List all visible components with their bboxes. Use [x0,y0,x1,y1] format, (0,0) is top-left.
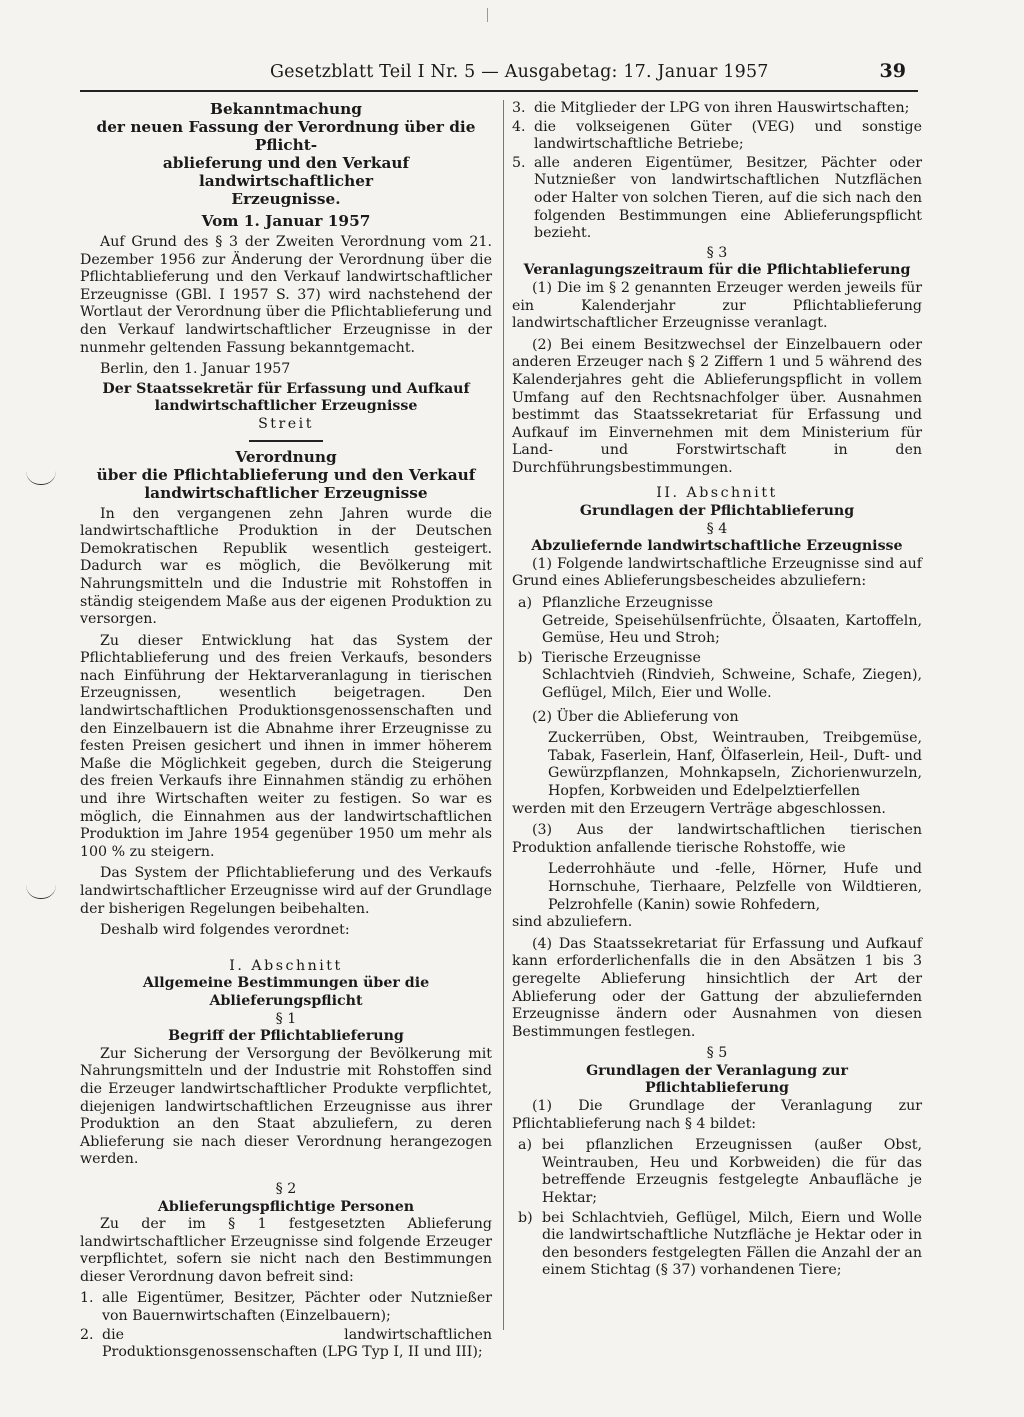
scan-artifact [487,8,488,22]
list-item [512,100,922,118]
page-number: 39 [879,60,906,82]
preamble-paragraph: Das System der Pflichtablieferung und des Verkaufs landwirtschaftlicher Erzeugnisse wird auf der Grundlage der bisherigen Regelungen beibehalten. [80,865,492,917]
paragraph-sign: § 3 [706,244,728,261]
paragraph-text: (1) Die Grundlage der Veranlagung zur Pflichtablieferung nach § 4 bildet: [512,1098,922,1132]
ordinance-title-line: Verordnung [235,447,337,466]
signatory-line: landwirtschaftlicher Erzeugnisse [154,398,418,415]
preamble-paragraph: Deshalb wird folgendes verordnet: [100,922,350,939]
page-header [80,60,918,92]
ordinance-title-line: landwirtschaftlicher Erzeugnisse [144,483,428,502]
list-item [512,119,922,154]
sub-list-title: Pflanzliche Erzeugnisse [542,595,714,612]
sub-list-text: Getreide, Speisehülsenfrüchte, Ölsaaten, Kartoffeln, Gemüse, Heu und Stroh; [542,612,922,647]
paragraph-text: (2) Bei einem Besitzwechsel der Einzelbauern oder anderen Erzeuger nach § 2 Ziffern 1 und 5 während des Kalenderjahres geht die Ablieferungspflicht in vollem Umfang auf den Rechtsnachfolger über. Ausnahmen bestimmt das Staatssekretariat für Erfassung und Aufkauf im Einvernehmen mit dem Ministerium für Land- und Forstwirtschaft in den Durchführungsbestimmungen. [512,336,922,476]
paragraph-text: (1) Die im § 2 genannten Erzeuger werden jeweils für ein Kalenderjahr zur Pflichtablieferung landwirtschaftlicher Erzeugnisse veranlagt. [512,279,922,332]
announcement-title [80,100,492,208]
right-column [512,100,922,1282]
paragraph-text: sind abzuliefern. [512,914,633,931]
sub-list-item [518,650,922,703]
paragraph-text: (3) Aus der landwirtschaftlichen tierischen Produktion anfallende tierische Rohstoffe, wie [512,822,922,856]
list-text: die landwirtschaftlichen Produktionsgenossenschaften (LPG Typ I, II und III); [102,1326,492,1361]
list-item [512,155,922,243]
announcement-title-line: ablieferung und den Verkauf landwirtschaftlicher [162,154,410,190]
section-title: Allgemeine Bestimmungen über die Ablieferungspflicht [142,975,430,1009]
sub-list-text: Schlachtvieh (Rindvieh, Schweine, Schafe, Ziegen), Geflügel, Milch, Eier und Wolle. [542,667,922,701]
ordinance-title-line: über die Pflichtablieferung und den Verkauf [96,465,476,484]
indented-list: Lederrohhäute und -felle, Hörner, Hufe und Hornschuhe, Tierhaare, Pelzfelle von Wildtieren, Pelzrohfelle (Kanin) sowie Rohfedern, [548,861,922,913]
sub-list-item [518,595,922,648]
paragraph-title: Abzuliefernde landwirtschaftliche Erzeugnisse [531,538,903,555]
sub-list-label: a) [518,1137,532,1154]
paragraph-title: Ablieferungspflichtige Personen [157,1198,415,1215]
announcement-title-line: Bekanntmachung [210,100,362,118]
sub-list-item [518,1210,922,1280]
section-title: Grundlagen der Pflichtablieferung [579,503,855,520]
sub-list-title: Tierische Erzeugnisse [542,649,701,666]
list-number: 1. [80,1290,94,1307]
sub-list-label: a) [518,595,532,612]
left-column [80,100,492,1363]
list-number: 5. [512,154,526,171]
column-divider [503,100,504,1330]
paragraph-title: Begriff der Pflichtablieferung [168,1028,404,1045]
paragraph-sign: § 2 [275,1180,297,1197]
ordinance-title [80,448,492,502]
paragraph-title: Veranlagungszeitraum für die Pflichtablieferung [523,262,911,279]
list-text: die Mitglieder der LPG von ihren Hauswirtschaften; [534,100,910,116]
signatory-line: Der Staatssekretär für Erfassung und Aufkauf [102,380,470,397]
section-heading: II. Abschnitt [656,485,778,502]
signatory-name: Streit [258,415,314,432]
preamble-paragraph: Zu dieser Entwicklung hat das System der Pflichtablieferung und des freien Verkaufs, besonders nach Einführung der Hektarveranlagung in tierischen Erzeugnissen, wesentlich beigetragen. Den landwirtschaftlichen Produktionsgenossenschaften und den Einzelbauern ist die Abnahme ihrer Erzeugnisse zu festen Preisen gesichert und ihnen in immer höherem Maße die Möglichkeit gegeben, durch die Steigerung des freien Verkaufs ihre Einnahmen ständig zu erhöhen und ihre Wirtschaften weiter zu festigen. So war es möglich, die Einnahmen aus der landwirtschaftlichen Produktion im Jahre 1954 gegenüber 1950 um mehr als 100 % zu steigern. [80,632,492,860]
list-text: alle Eigentümer, Besitzer, Pächter oder Nutznießer von Bauernwirtschaften (Einzelbauern); [102,1290,492,1325]
list-number: 3. [512,100,526,116]
paragraph-title: Grundlagen der Veranlagung zur Pflichtablieferung [586,1062,848,1097]
list-text: alle anderen Eigentümer, Besitzer, Pächter oder Nutznießer von landwirtschaftlichen Nutzflächen oder Halter von solchen Tieren, auf die sich nach den folgenden Bestimmungen eine Ablieferungspflicht bezieht. [534,154,922,242]
paragraph-text: werden mit den Erzeugern Verträge abgeschlossen. [512,800,886,817]
paragraph-sign: § 4 [706,520,728,537]
paragraph-sign: § 1 [275,1010,297,1027]
margin-mark [26,884,56,899]
list-text: die volkseigenen Güter (VEG) und sonstige landwirtschaftliche Betriebe; [534,118,922,153]
announcement-body: Auf Grund des § 3 der Zweiten Verordnung vom 21. Dezember 1956 zur Änderung der Verordnung über die Pflichtablieferung und den Verkauf landwirtschaftlicher Erzeugnisse (GBl. I 1957 S. 37) wird nachstehend der Wortlaut der Verordnung über die Pflichtablieferung und den Verkauf landwirtschaftlicher Erzeugnisse in der nunmehr geltenden Fassung bekanntgemacht. [80,234,492,356]
sub-list-text: bei Schlachtvieh, Geflügel, Milch, Eiern und Wolle die landwirtschaftliche Nutzfläche je Hektar oder in den besonders festgelegten Fällen die Anzahl der an einem Stichtag (§ 37) vorhandenen Tiere; [542,1209,922,1279]
paragraph-text: (4) Das Staatssekretariat für Erfassung und Aufkauf kann erforderlichenfalls die in den Absätzen 1 bis 3 geregelte Ablieferung hinsichtlich der Art der Ablieferung oder der Gattung der abzuliefernden Erzeugnisse ändern oder Ausnahmen von diesen Bestimmungen festlegen. [512,935,922,1040]
announcement-title-line: der neuen Fassung der Verordnung über die Pflicht- [96,118,476,154]
paragraph-text: Zur Sicherung der Versorgung der Bevölkerung mit Nahrungsmitteln und der Industrie mit Rohstoffen sind die Erzeuger landwirtschaftlicher Produkte verpflichtet, diejenigen landwirtschaftlichen Erzeugnisse aus ihrer Produktion an den Staat abzuliefern, zu deren Ablieferung sie nach dieser Verordnung herangezogen werden. [80,1045,492,1168]
place-date: Berlin, den 1. Januar 1957 [100,361,291,378]
section-heading: I. Abschnitt [229,957,343,974]
paragraph-text: Zu der im § 1 festgesetzten Ablieferung landwirtschaftlicher Erzeugnisse sind folgende Erzeuger verpflichtet, sofern sie nicht nach den Bestimmungen dieser Verordnung davon befreit sind: [80,1216,492,1285]
margin-mark [26,470,56,485]
list-number: 2. [80,1326,94,1343]
paragraph-text: (2) Über die Ablieferung von [532,708,739,725]
list-item [80,1290,492,1325]
divider-rule [249,440,323,442]
sub-list-item [518,1137,922,1207]
announcement-date: Vom 1. Januar 1957 [201,212,371,230]
list-item [80,1327,492,1362]
list-number: 4. [512,118,526,135]
announcement-title-line: Erzeugnisse. [231,190,341,208]
sub-list-label: b) [518,1209,533,1226]
paragraph-text: (1) Folgende landwirtschaftliche Erzeugnisse sind auf Grund eines Ablieferungsbescheides abzuliefern: [512,555,922,590]
sub-list-text: bei pflanzlichen Erzeugnissen (außer Obst, Weintrauben, Heu und Korbweiden) die für das betreffende Erzeugnis festgelegte Anbaufläche je Hektar; [542,1137,922,1207]
sub-list-label: b) [518,649,533,666]
indented-list: Zuckerrüben, Obst, Weintrauben, Treibgemüse, Tabak, Faserlein, Hanf, Ölfaserlein, Heil-, Duft- und Gewürzpflanzen, Mohnkapseln, Zichorienwurzeln, Hopfen, Korbweiden und Edelpelztierfellen [548,730,922,799]
header-title: Gesetzblatt Teil I Nr. 5 — Ausgabetag: 17. Januar 1957 [270,62,769,82]
paragraph-sign: § 5 [706,1045,728,1062]
preamble-paragraph: In den vergangenen zehn Jahren wurde die landwirtschaftliche Produktion in der Deutschen Demokratischen Republik wesentlich gesteigert. Dadurch war es möglich, die Bevölkerung mit Nahrungsmitteln und die Industrie mit Rohstoffen in ständig steigendem Maße aus der eigenen Produktion zu versorgen. [80,505,492,628]
